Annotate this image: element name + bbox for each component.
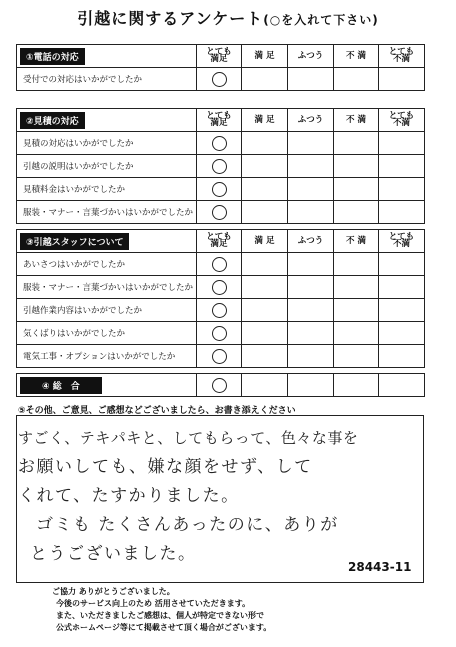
answer-circle [212,159,227,174]
comment-line: ゴミも たくさんあったのに、ありが [36,515,339,535]
comment-line: すごく、テキパキと、してもらって、色々な事を [18,429,359,447]
answer-cell[interactable] [197,322,242,345]
question-label: 見積料金はいかがでしたか [17,178,197,201]
answer-cell[interactable] [334,178,379,201]
answer-cell[interactable] [379,276,425,299]
survey-title [0,6,456,29]
hdr-very-satisfied: とても 満足 [197,45,242,68]
answer-circle [212,378,227,393]
section1-table [16,44,425,91]
answer-cell[interactable] [288,276,334,299]
answer-cell[interactable] [288,345,334,368]
question-label: 見積の対応はいかがでしたか [17,132,197,155]
section5-title: ⑤その他、ご意見、ご感想などございましたら、お書き添えください [18,406,296,416]
question-label: 受付での対応はいかがでしたか [17,68,197,91]
section2-label-cell [17,109,197,132]
answer-cell[interactable] [379,155,425,178]
question-label: 服装・マナー・言葉づかいはいかがでしたか [17,276,197,299]
hdr-satisfied: 満 足 [242,45,288,68]
answer-cell[interactable] [334,132,379,155]
answer-circle [212,72,227,87]
hdr-very-satisfied: とても 満足 [197,230,242,253]
section4-label: ④ 総 合 [20,377,102,394]
answer-circle [212,280,227,295]
question-label: 気くばりはいかがでしたか [17,322,197,345]
hdr-dissatisfied: 不 満 [334,45,379,68]
hdr-dissatisfied: 不 満 [334,230,379,253]
survey-code: 28443-11 [348,560,412,574]
answer-cell[interactable] [288,132,334,155]
answer-cell[interactable] [379,374,425,397]
answer-cell[interactable] [334,68,379,91]
question-label: 服装・マナー・言葉づかいはいかがでしたか [17,201,197,224]
answer-cell[interactable] [288,374,334,397]
answer-cell[interactable] [379,68,425,91]
section3-label-cell [17,230,197,253]
answer-cell[interactable] [379,299,425,322]
hdr-very-dissatisfied: とても 不満 [379,109,425,132]
answer-cell[interactable] [242,345,288,368]
section4-label-cell [17,374,197,397]
answer-cell[interactable] [242,322,288,345]
answer-circle [212,349,227,364]
answer-cell[interactable] [379,178,425,201]
handwritten-comment [18,424,418,569]
answer-cell[interactable] [379,345,425,368]
section4-table [16,373,425,397]
title-main: 引越に関するアンケート [77,9,264,28]
answer-cell[interactable] [379,201,425,224]
answer-cell[interactable] [288,322,334,345]
answer-cell[interactable] [242,374,288,397]
answer-cell[interactable] [197,345,242,368]
comment-line: とうございました。 [30,544,197,564]
answer-cell[interactable] [379,322,425,345]
answer-cell[interactable] [242,68,288,91]
footer-note [52,586,272,634]
answer-cell[interactable] [288,68,334,91]
section2-table [16,108,425,224]
hdr-normal: ふつう [288,230,334,253]
answer-circle [212,205,227,220]
answer-cell[interactable] [242,276,288,299]
hdr-very-dissatisfied: とても 不満 [379,230,425,253]
answer-cell[interactable] [288,253,334,276]
answer-cell[interactable] [242,132,288,155]
answer-cell[interactable] [197,374,242,397]
answer-circle [212,136,227,151]
section1-label: ①電話の対応 [20,48,85,65]
title-sub: (○を入れて下さい) [263,13,379,27]
hdr-satisfied: 満 足 [242,109,288,132]
section3-table [16,229,425,368]
hdr-dissatisfied: 不 満 [334,109,379,132]
answer-circle [212,303,227,318]
answer-cell[interactable] [288,299,334,322]
question-label: あいさつはいかがでしたか [17,253,197,276]
hdr-normal: ふつう [288,109,334,132]
answer-cell[interactable] [334,322,379,345]
answer-cell[interactable] [242,155,288,178]
footer-line: ご協力 ありがとうございました。 [52,587,175,596]
answer-cell[interactable] [197,155,242,178]
answer-cell[interactable] [242,178,288,201]
footer-line: 今後のサービス向上のため 活用させていただきます。 [56,599,251,608]
answer-cell[interactable] [242,201,288,224]
answer-cell[interactable] [242,253,288,276]
answer-cell[interactable] [334,253,379,276]
answer-cell[interactable] [288,201,334,224]
comment-line: お願いしても、嫌な顔をせず、して [18,457,313,477]
answer-cell[interactable] [334,374,379,397]
answer-cell[interactable] [379,253,425,276]
section2-label: ②見積の対応 [20,112,85,129]
answer-cell[interactable] [197,299,242,322]
answer-cell[interactable] [334,276,379,299]
answer-cell[interactable] [334,155,379,178]
answer-cell[interactable] [197,178,242,201]
answer-cell[interactable] [334,201,379,224]
comment-line: くれて、たすかりました。 [18,486,240,506]
answer-cell[interactable] [242,299,288,322]
hdr-very-satisfied: とても 満足 [197,109,242,132]
answer-cell[interactable] [334,299,379,322]
answer-cell[interactable] [288,178,334,201]
question-label: 電気工事・オプションはいかがでしたか [17,345,197,368]
answer-cell[interactable] [334,345,379,368]
answer-circle [212,182,227,197]
question-label: 引越作業内容はいかがでしたか [17,299,197,322]
hdr-satisfied: 満 足 [242,230,288,253]
answer-circle [212,326,227,341]
answer-circle [212,257,227,272]
answer-cell[interactable] [288,155,334,178]
answer-cell[interactable] [197,68,242,91]
section3-label: ③引越スタッフについて [20,233,129,250]
answer-cell[interactable] [379,132,425,155]
answer-cell[interactable] [197,201,242,224]
footer-line: 公式ホームページ等にて掲載させて頂く場合がございます。 [56,623,272,632]
footer-line: また、いただきましたご感想は、個人が特定できない形で [56,611,264,620]
answer-cell[interactable] [197,132,242,155]
question-label: 引越の説明はいかがでしたか [17,155,197,178]
hdr-normal: ふつう [288,45,334,68]
hdr-very-dissatisfied: とても 不満 [379,45,425,68]
answer-cell[interactable] [197,276,242,299]
section1-label-cell [17,45,197,68]
answer-cell[interactable] [197,253,242,276]
